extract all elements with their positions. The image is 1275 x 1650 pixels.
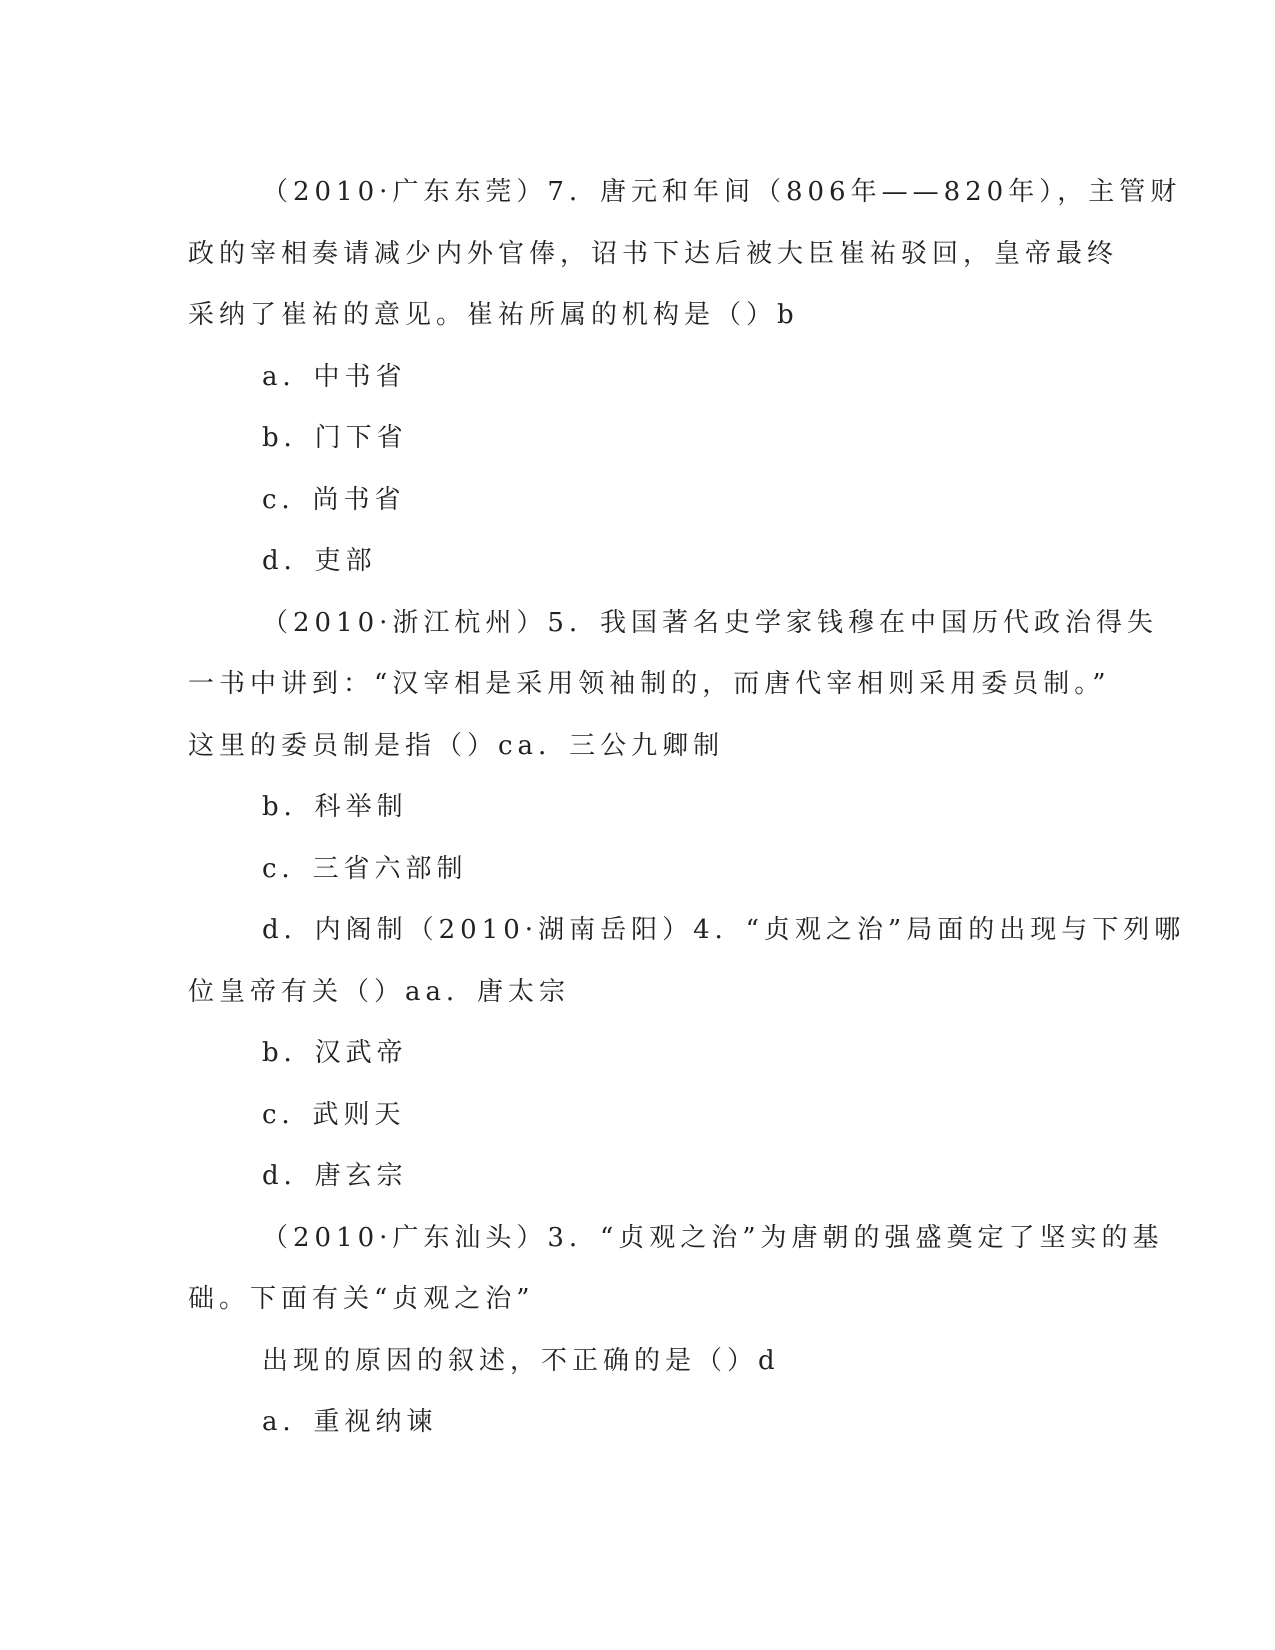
question-7-option-c: c．尚书省 — [262, 484, 406, 515]
document-body — [188, 162, 1186, 1454]
question-4-option-b: b．汉武帝 — [262, 1038, 408, 1068]
question-4-line-1: d．内阁制（2010·湖南岳阳）4．“贞观之治”局面的出现与下列哪 — [262, 915, 1186, 945]
question-3-line-3: 出现的原因的叙述，不正确的是（）d — [262, 1345, 780, 1376]
question-7-line-3: 采纳了崔祐的意见。崔祐所属的机构是（）b — [188, 300, 799, 330]
question-4-line-2: 位皇帝有关（）aa．唐太宗 — [188, 976, 571, 1007]
question-5-line-1: （2010·浙江杭州）5．我国著名史学家钱穆在中国历代政治得失 — [262, 607, 1158, 638]
question-3-option-a: a．重视纳谏 — [262, 1407, 438, 1437]
question-7-line-1: （2010·广东东莞）7．唐元和年间（806年——820年），主管财 — [262, 177, 1182, 207]
question-4-option-c: c．武则天 — [262, 1099, 406, 1130]
question-3-line-1: （2010·广东汕头）3．“贞观之治”为唐朝的强盛奠定了坚实的基 — [262, 1222, 1164, 1253]
question-7-option-b: b．门下省 — [262, 423, 408, 453]
question-7-line-2: 政的宰相奏请减少内外官俸，诏书下达后被大臣崔祐驳回，皇帝最终 — [188, 238, 1119, 269]
question-3-line-2: 础。下面有关“贞观之治” — [188, 1284, 535, 1314]
question-5-option-b: b．科举制 — [262, 792, 408, 822]
question-4-option-d: d．唐玄宗 — [262, 1161, 408, 1191]
question-5-line-3: 这里的委员制是指（）ca．三公九卿制 — [188, 730, 725, 761]
question-7-option-a: a．中书省 — [262, 361, 407, 392]
question-5-option-c: c．三省六部制 — [262, 853, 468, 884]
question-5-line-2: 一书中讲到：“汉宰相是采用领袖制的，而唐代宰相则采用委员制。” — [188, 669, 1111, 699]
question-7-option-d: d．吏部 — [262, 546, 377, 576]
